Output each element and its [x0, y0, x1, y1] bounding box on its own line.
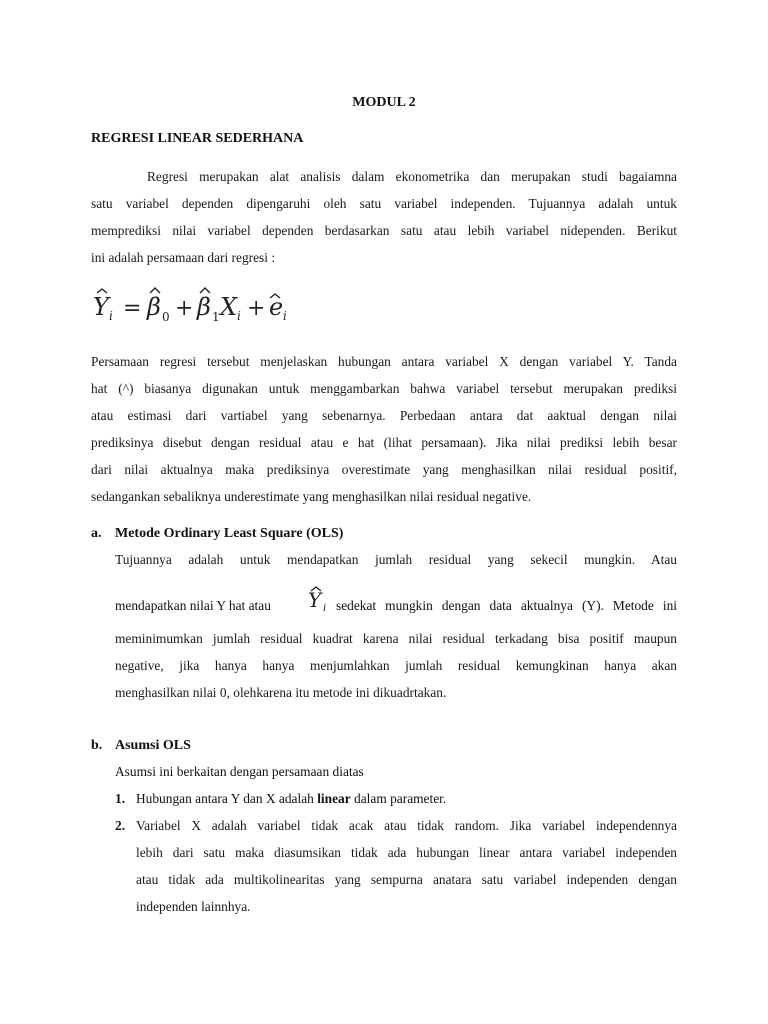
section-a-line: meminimumkan jumlah residual kuadrat karena nilai residual terkadang bisa positif maupun	[115, 631, 677, 646]
svg-text:i: i	[283, 309, 287, 323]
list-item	[136, 791, 446, 807]
section-a-line: menghasilkan nilai 0, olehkarena itu metode ini dikuadrtakan.	[115, 685, 447, 700]
svg-text:=: =	[123, 296, 142, 321]
list-item-bold: linear	[317, 791, 351, 806]
svg-text:+: +	[175, 296, 194, 321]
section-b-intro: Asumsi ini berkaitan dengan persamaan diatas	[115, 764, 364, 779]
svg-text:e: e	[269, 293, 284, 321]
section-a-letter: a.	[91, 526, 102, 541]
section-a-paragraph-rest	[115, 625, 677, 706]
list-item-text: Hubungan antara Y dan X adalah	[136, 791, 318, 806]
section-b-heading: Asumsi OLS	[115, 738, 191, 753]
explain-line: atau estimasi dari vartiabel yang sebenarnya. Perbedaan antara dat aaktual dengan nilai	[91, 408, 677, 423]
svg-text:Y: Y	[308, 588, 322, 612]
regression-equation	[91, 285, 321, 329]
intro-line: satu variabel dependen dipengaruhi oleh satu variabel independen. Tujuannya adalah untuk	[91, 196, 677, 211]
list-item-line: independen lainnhya.	[136, 899, 251, 914]
intro-paragraph	[91, 163, 677, 271]
svg-text:Y: Y	[93, 293, 109, 321]
section-a-heading: Metode Ordinary Least Square (OLS)	[115, 526, 344, 541]
section-title: REGRESI LINEAR SEDERHANA	[91, 131, 304, 146]
svg-text:1: 1	[212, 310, 220, 324]
svg-text:i: i	[323, 603, 327, 613]
page-title: MODUL 2	[352, 95, 416, 110]
explanation-paragraph	[91, 348, 677, 510]
svg-text:β: β	[197, 293, 211, 321]
list-number: 2.	[115, 818, 126, 833]
list-item-line: lebih dari satu maka diasumsikan tidak ada hubungan linear antara variabel independen	[136, 845, 677, 860]
intro-line: ini adalah persamaan dari regresi :	[91, 250, 276, 265]
list-item	[136, 812, 677, 920]
intro-line: Regresi merupakan alat analisis dalam ekonometrika dan merupakan studi bagaiamna	[147, 169, 677, 184]
intro-line: memprediksi nilai variabel dependen berdasarkan satu atau lebih variabel nidependen. Berikut	[91, 223, 677, 238]
explain-line: Persamaan regresi tersebut menjelaskan hubungan antara variabel X dengan variabel Y. Tanda	[91, 354, 677, 369]
section-b-letter: b.	[91, 738, 103, 753]
section-a-line: negative, jika hanya hanya menjumlahkan jumlah residual kemungkinan hanya akan	[115, 658, 677, 673]
section-a-line-before: mendapatkan nilai Y hat atau	[115, 598, 271, 613]
list-item-line: Variabel X adalah variabel tidak acak atau tidak random. Jika variabel independennya	[136, 818, 677, 833]
explain-line: dari nilai aktualnya maka prediksinya overestimate yang menghasilkan nilai residual positif,	[91, 462, 677, 477]
list-item-line: atau tidak ada multikolinearitas yang sempurna anatara satu variabel independen dengan	[136, 872, 677, 887]
equation-image	[91, 285, 321, 329]
list-item-text: dalam parameter.	[350, 791, 447, 806]
svg-text:+: +	[247, 296, 266, 321]
svg-text:β: β	[147, 293, 161, 321]
svg-text:i: i	[237, 309, 241, 323]
y-hat-i-inline-icon	[307, 585, 331, 617]
svg-text:i: i	[109, 309, 113, 323]
section-a-paragraph	[115, 546, 677, 573]
svg-text:0: 0	[162, 310, 170, 324]
explain-line: sedangankan sebaliknya underestimate yang menghasilkan nilai residual negative.	[91, 489, 532, 504]
section-a-line: Tujuannya adalah untuk mendapatkan jumlah residual yang sekecil mungkin. Atau	[115, 552, 677, 567]
list-number: 1.	[115, 791, 126, 806]
explain-line: prediksinya disebut dengan residual atau e hat (lihat persamaan). Jika nilai prediksi lebih besar	[91, 435, 677, 450]
section-a-line-after: sedekat mungkin dengan data aktualnya (Y). Metode ini	[336, 598, 677, 613]
explain-line: hat (^) biasanya digunakan untuk menggambarkan bahwa variabel tersebut merupakan prediksi	[91, 381, 677, 396]
svg-text:X: X	[220, 293, 238, 321]
